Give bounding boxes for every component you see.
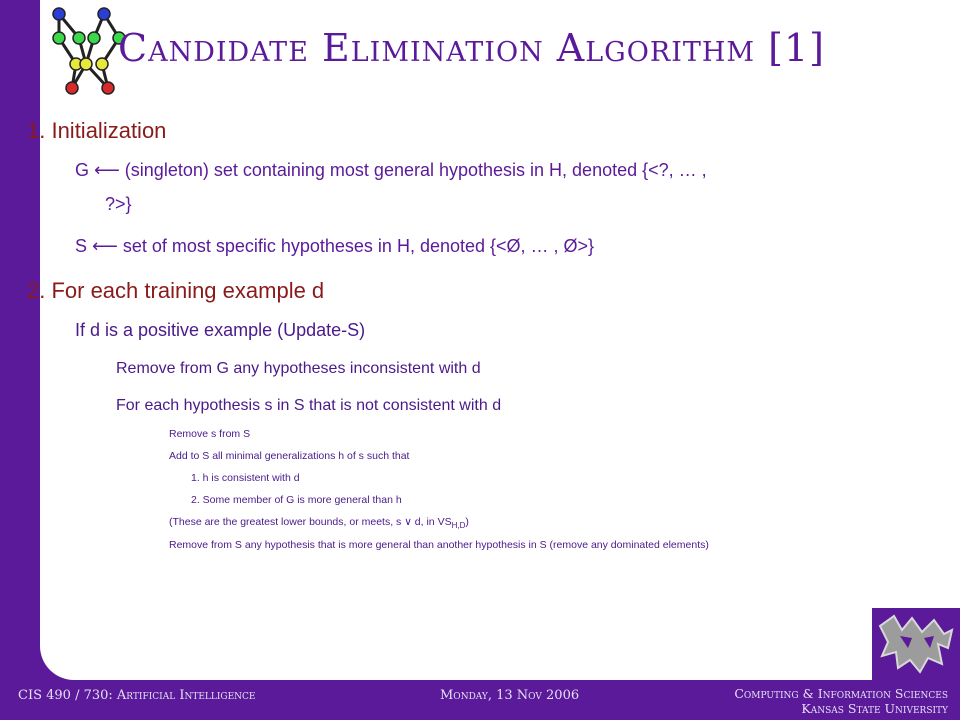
s-init-line: S ⟵ set of most specific hypotheses in H, denoted {<Ø, … , Ø>} [75,236,595,256]
step-1-heading: 1. Initialization [27,118,167,143]
for-each-s-line: For each hypothesis s in S that is not consistent with d [116,397,502,414]
footer-dept: Computing & Information Sciences [734,686,948,701]
if-positive-line: If d is a positive example (Update-S) [75,320,366,340]
footer-university: Kansas State University [801,701,948,716]
g-init-line: G ⟵ (singleton) set containing most general hypothesis in H, denoted {<?, … , [75,160,707,180]
g-init-line-cont: ?>} [105,194,132,214]
remove-general-line: Remove from S any hypothesis that is more general than another hypothesis in S (remove any dominated elements) [169,539,709,551]
condition-2: 2. Some member of G is more general than h [191,494,402,506]
meets-note [169,516,469,530]
footer-date: Monday, 13 Nov 2006 [440,688,580,703]
slide-title: Candidate Elimination Algorithm [1] [118,26,825,70]
meets-note-close: ) [465,516,469,528]
meets-note-text: (These are the greatest lower bounds, or meets, s ∨ d, in VS [169,516,452,528]
wildcat-logo-icon [872,608,960,680]
remove-s-line: Remove s from S [169,428,251,440]
condition-1: 1. h is consistent with d [191,472,300,484]
add-to-s-line: Add to S all minimal generalizations h of s such that [169,450,410,462]
footer-course: CIS 490 / 730: Artificial Intelligence [18,688,256,703]
step-2-heading: 2. For each training example d [27,278,325,303]
remove-from-g-line: Remove from G any hypotheses inconsistent with d [116,360,481,377]
footer-institution [734,686,948,720]
meets-note-subscript: H,D [451,521,466,531]
